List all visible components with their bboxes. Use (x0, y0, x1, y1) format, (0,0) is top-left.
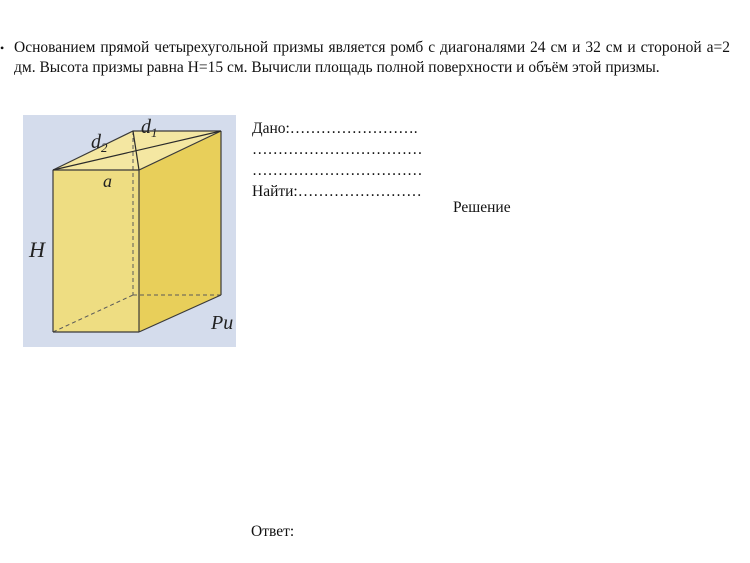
given-naiti: Найти:…………………… (252, 183, 422, 200)
prism-diagram (23, 115, 236, 347)
given-line-2: …………………………… (252, 141, 423, 158)
problem-bullet: • (0, 41, 5, 55)
label-a: a (103, 171, 112, 191)
label-d2: $d_2$ (91, 131, 108, 155)
prism-figure (23, 115, 236, 347)
label-corner: Ри (211, 312, 234, 334)
given-block (252, 118, 472, 202)
label-d1: $d_1$ (141, 116, 158, 140)
problem-text: Основанием прямой четырехугольной призмы является ромб с диагоналями 24 см и 32 см и стороной a=2 дм. Высота призмы равна H=15 см. Вычисли площадь полной поверхности и объём этой призмы. (14, 39, 730, 76)
given-line-3: …………………………… (252, 162, 423, 179)
answer-label: Ответ: (251, 523, 295, 540)
problem-statement (0, 38, 730, 78)
solution-label: Решение (453, 199, 511, 216)
given-dano: Дано:……………………. (252, 120, 418, 137)
label-H: H (29, 237, 45, 262)
prism-front-face (53, 170, 139, 332)
